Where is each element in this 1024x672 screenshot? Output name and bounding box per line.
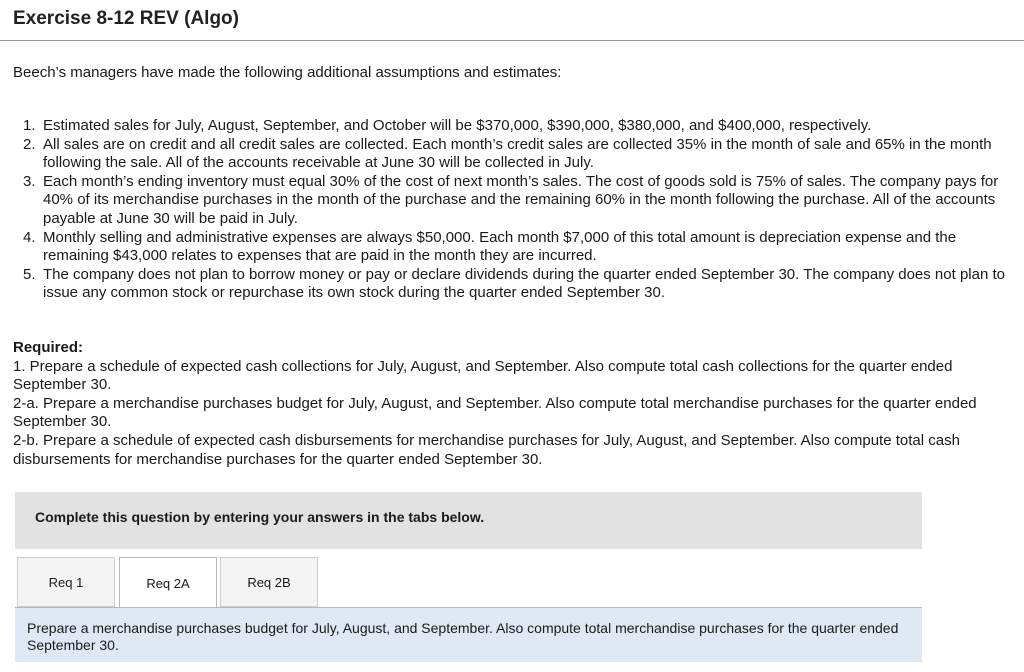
required-heading: Required: (13, 339, 84, 356)
assumption-text: Monthly selling and administrative expenses are always $50,000. Each month $7,000 of this total amount is depreciation expense and the remaining $43,000 relates to expenses that are paid in the month they are incurred. (43, 228, 957, 265)
assumption-number: 2. (23, 135, 36, 153)
instructions-text: Complete this question by entering your answers in the tabs below. (35, 509, 485, 525)
tab-panel-instructions: Prepare a merchandise purchases budget for July, August, and September. Also compute total merchandise purchases for the quarter ended September 30. (15, 608, 922, 662)
assumption-text: All sales are on credit and all credit sales are collected. Each month’s credit sales are collected 35% in the month of sale and 65% in the month following the sale. All of the accounts receivable at June 30 will be collected in July. (43, 135, 992, 172)
assumption-item-4 (0, 229, 1024, 266)
required-item-2b: 2-b. Prepare a schedule of expected cash disbursements for merchandise purchases for July, August, and September. Also compute total cash disbursements for merchandise purchases for the quarter ended September 30. (13, 431, 960, 468)
assumption-item-2 (0, 136, 1024, 173)
intro-text: Beech’s managers have made the following additional assumptions and estimates: (13, 64, 562, 81)
assumption-number: 3. (23, 172, 36, 190)
required-section (13, 339, 1018, 469)
assumption-number: 1. (23, 117, 36, 134)
assumption-number: 5. (23, 265, 36, 283)
tab-req-2a[interactable]: Req 2A (119, 557, 217, 608)
assumption-text: Estimated sales for July, August, September, and October will be $370,000, $390,000, $380,000, and $400,000, respectively. (43, 117, 872, 134)
tab-req-2b[interactable]: Req 2B (220, 557, 318, 607)
tab-req-1[interactable]: Req 1 (17, 557, 115, 607)
assumption-item-3 (0, 173, 1024, 229)
assumption-number: 4. (23, 228, 36, 246)
assumption-text: The company does not plan to borrow money or pay or declare dividends during the quarter ended September 30. The company does not plan to issue any common stock or repurchase its own stock during the quarter ended September 30. (43, 265, 1005, 302)
required-item-1: 1. Prepare a schedule of expected cash collections for July, August, and September. Also compute total cash collections for the quarter ended September 30. (13, 357, 953, 394)
required-item-2a: 2-a. Prepare a merchandise purchases budget for July, August, and September. Also compute total merchandise purchases for the quarter ended September 30. (13, 394, 977, 431)
assumption-text: Each month’s ending inventory must equal 30% of the cost of next month’s sales. The cost of goods sold is 75% of sales. The company pays for 40% of its merchandise purchases in the month of the purchase and the remaining 60% in the month following the purchase. All of the accounts payable at June 30 will be paid in July. (43, 172, 999, 227)
instructions-banner (15, 492, 922, 549)
assumption-item-1 (0, 117, 1024, 136)
title-divider (0, 40, 1024, 41)
assumptions-list (0, 117, 1024, 303)
assumption-item-5 (0, 266, 1024, 303)
page-title: Exercise 8-12 REV (Algo) (13, 8, 239, 29)
